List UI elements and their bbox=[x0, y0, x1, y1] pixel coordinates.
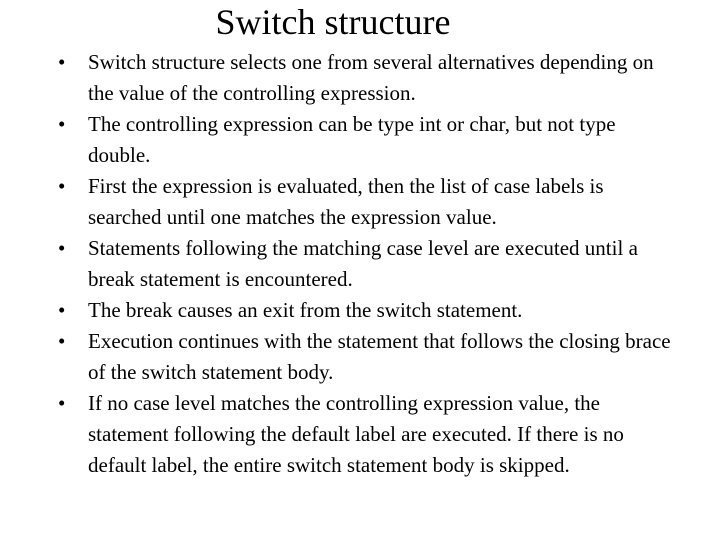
bullet-item bbox=[58, 109, 673, 171]
bullet-item bbox=[58, 388, 673, 481]
bullet-item bbox=[58, 326, 673, 388]
bullet-icon: • bbox=[58, 298, 66, 322]
bullet-icon: • bbox=[58, 112, 66, 136]
bullet-icon: • bbox=[58, 391, 66, 415]
bullet-icon: • bbox=[58, 236, 66, 260]
bullet-list bbox=[58, 47, 673, 481]
bullet-icon: • bbox=[58, 174, 66, 198]
bullet-text: The controlling expression can be type int or char, but not type double. bbox=[88, 112, 616, 167]
bullet-text: The break causes an exit from the switch statement. bbox=[88, 298, 523, 322]
bullet-item bbox=[58, 233, 673, 295]
bullet-icon: • bbox=[58, 329, 66, 353]
slide-title: Switch structure bbox=[215, 2, 451, 42]
bullet-icon: • bbox=[58, 50, 66, 74]
bullet-text: If no case level matches the controlling expression value, the statement following the default label are executed. If there is no default label, the entire switch statement body is skipped. bbox=[88, 391, 624, 477]
bullet-text: Statements following the matching case level are executed until a break statement is encountered. bbox=[88, 236, 638, 291]
bullet-text: First the expression is evaluated, then the list of case labels is searched until one matches the expression value. bbox=[88, 174, 604, 229]
bullet-item bbox=[58, 47, 673, 109]
bullet-text: Execution continues with the statement that follows the closing brace of the switch statement body. bbox=[88, 329, 671, 384]
bullet-text: Switch structure selects one from several alternatives depending on the value of the controlling expression. bbox=[88, 50, 654, 105]
bullet-item bbox=[58, 171, 673, 233]
bullet-item bbox=[58, 295, 673, 326]
